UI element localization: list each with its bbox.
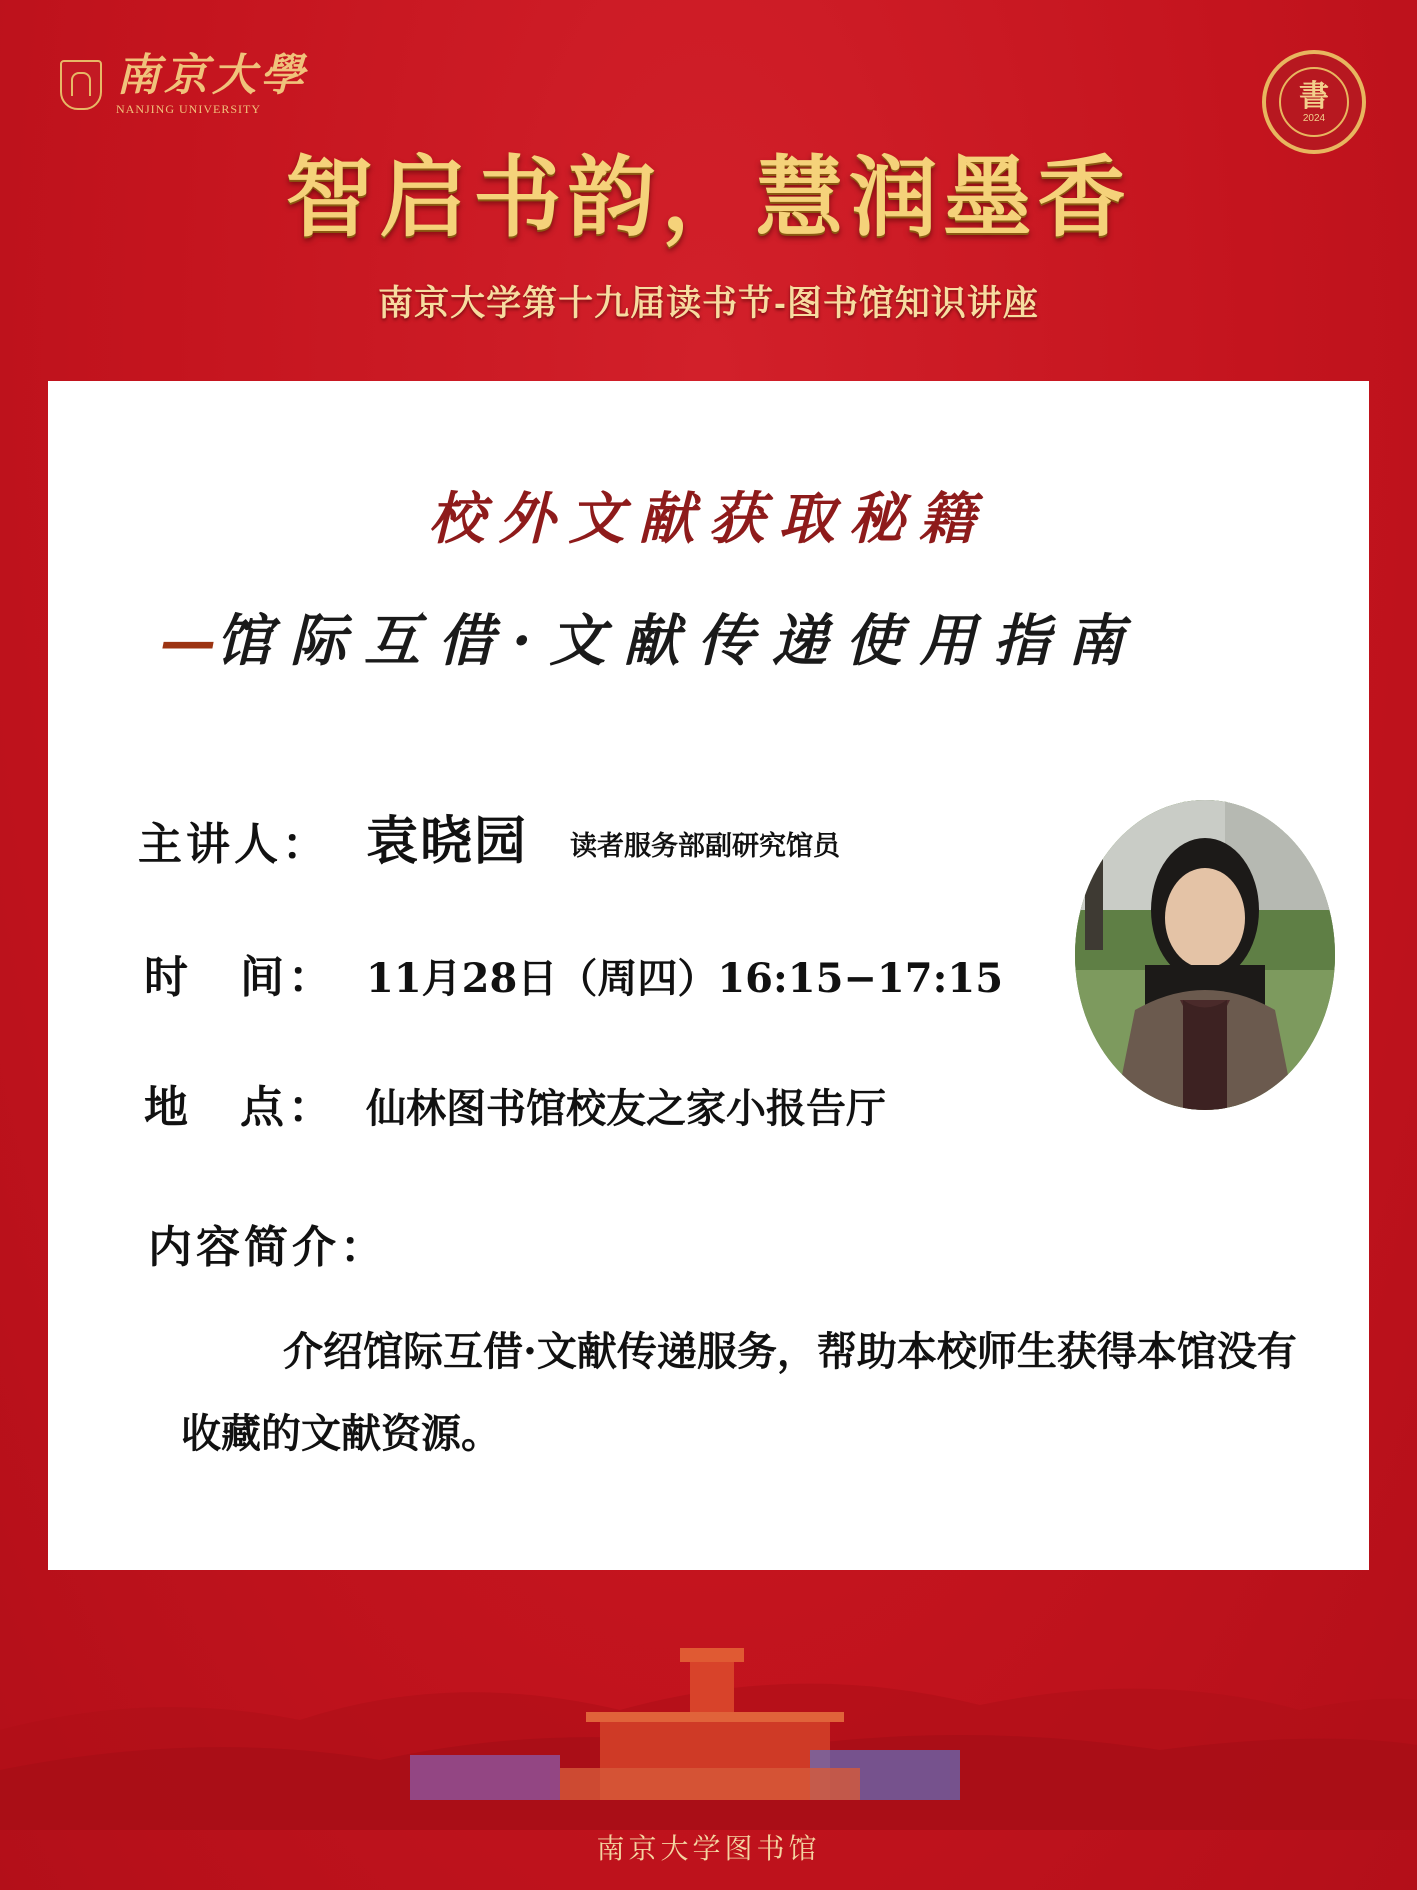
intro-label: 内容简介： (148, 1222, 388, 1273)
time-row (144, 941, 1003, 1005)
speaker-title: 读者服务部副研究馆员 (570, 831, 841, 862)
topic-dash: — (160, 608, 216, 674)
logo-english-name: NANJING UNIVERSITY (116, 102, 261, 116)
lecture-topic-subtitle (160, 597, 1142, 677)
event-subtitle: 南京大学第十九届读书节-图书馆知识讲座 (378, 284, 1039, 323)
university-logo (60, 52, 308, 117)
badge-year: 2024 (1302, 112, 1326, 124)
intro-text: 介绍馆际互借·文献传递服务，帮助本校师生获得本馆没有收藏的文献资源。 (181, 1328, 1297, 1457)
speaker-photo (1075, 800, 1335, 1110)
lecture-topic-title: 校外文献获取秘籍 (428, 486, 989, 552)
speaker-row (138, 799, 840, 874)
place-row (144, 1071, 886, 1135)
topic-subtitle-text: 馆际互借·文献传递使用指南 (216, 608, 1142, 674)
crest-icon (60, 60, 102, 110)
speaker-name: 袁晓园 (366, 811, 529, 872)
speaker-label: 主讲人： (138, 819, 330, 870)
footer-library-name: 南京大学图书馆 (596, 1833, 821, 1864)
logo-chinese-name: 南京大學 (116, 50, 308, 101)
time-value: 11月28日（周四）16:15−17:15 (366, 955, 1004, 1002)
library-skyline-illustration (0, 1600, 1417, 1830)
time-label: 时 间： (144, 952, 336, 1003)
place-label: 地 点： (144, 1082, 336, 1133)
main-title: 智启书韵，慧润墨香 (285, 145, 1132, 249)
place-value: 仙林图书馆校友之家小报告厅 (366, 1085, 886, 1132)
intro-heading-row (148, 1211, 388, 1275)
speaker-photo-image (1075, 800, 1335, 1110)
badge-character: 書 (1299, 78, 1329, 114)
